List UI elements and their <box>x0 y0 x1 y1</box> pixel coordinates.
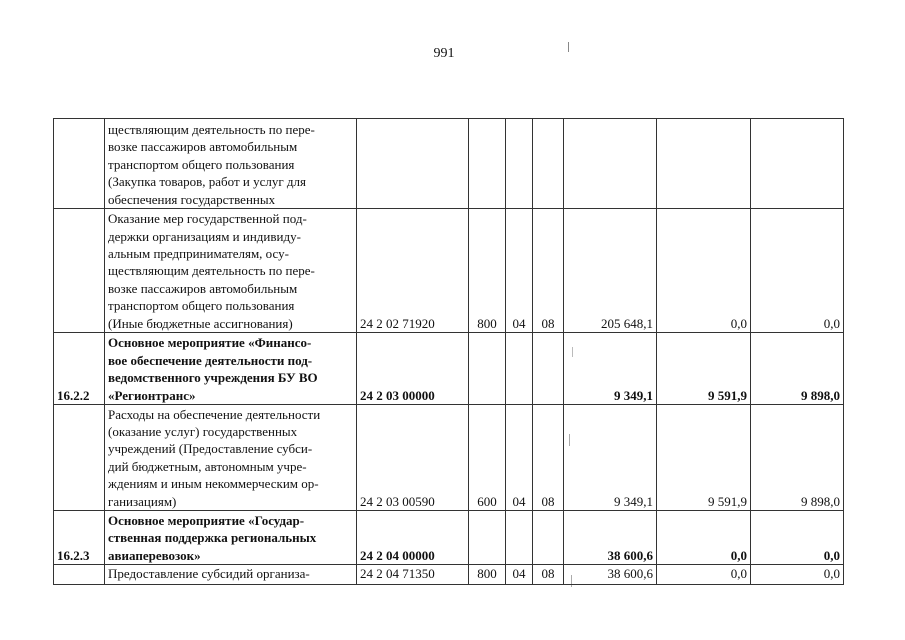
row-name-line: Основное мероприятие «Финансо- <box>108 335 312 351</box>
row-name-line: альным предпринимателям, осу- <box>108 245 289 261</box>
row-name-line: (Иные бюджетные ассигнования) <box>108 315 293 331</box>
amount-year-1: 9 349,1 <box>564 405 657 511</box>
row-name-line: «Регионтранс» <box>108 387 196 403</box>
expense-type <box>469 333 506 405</box>
amount-year-3: 9 898,0 <box>751 405 844 511</box>
section-code: 04 <box>506 405 533 511</box>
target-code: 24 2 04 00000 <box>357 511 469 565</box>
amount-year-2: 0,0 <box>657 511 751 565</box>
amount-year-1: 38 600,6 <box>564 511 657 565</box>
row-name-line: ществляющим деятельность по пере- <box>108 263 315 279</box>
amount-year-1: 205 648,1 <box>564 209 657 333</box>
target-code: 24 2 02 71920 <box>357 209 469 333</box>
row-name-line: (оказание услуг) государственных <box>108 423 298 439</box>
row-name <box>105 119 357 209</box>
row-name-line: учреждений (Предоставление субси- <box>108 441 313 457</box>
row-name-line: ждениям и иным некоммерческим ор- <box>108 476 319 492</box>
table-row <box>54 119 844 209</box>
row-name-line: возке пассажиров автомобильным <box>108 139 298 155</box>
row-name-line: Расходы на обеспечение деятельности <box>108 406 321 422</box>
row-number: 16.2.2 <box>54 333 105 405</box>
subsection-code <box>533 119 564 209</box>
expense-type <box>469 511 506 565</box>
table-row <box>54 333 844 405</box>
subsection-code: 08 <box>533 405 564 511</box>
row-name-line: ществляющим деятельность по пере- <box>108 121 315 137</box>
amount-year-2: 0,0 <box>657 565 751 585</box>
row-name <box>105 333 357 405</box>
row-name-line: Предоставление субсидий организа- <box>108 566 310 581</box>
row-name-line: ственная поддержка региональных <box>108 530 317 546</box>
row-name <box>105 565 357 585</box>
row-name-line: вое обеспечение деятельности под- <box>108 352 313 368</box>
table-row <box>54 565 844 585</box>
scan-mark <box>568 42 569 52</box>
row-name <box>105 405 357 511</box>
row-number <box>54 119 105 209</box>
amount-year-3: 0,0 <box>751 209 844 333</box>
target-code: 24 2 03 00590 <box>357 405 469 511</box>
table-row <box>54 511 844 565</box>
row-name-line: ганизациям) <box>108 493 177 509</box>
row-name-line: транспортом общего пользования <box>108 298 295 314</box>
amount-year-1 <box>564 119 657 209</box>
page-number: 991 <box>433 46 455 61</box>
amount-year-2: 9 591,9 <box>657 405 751 511</box>
section-code: 04 <box>506 565 533 585</box>
amount-year-2: 0,0 <box>657 209 751 333</box>
subsection-code: 08 <box>533 209 564 333</box>
subsection-code: 08 <box>533 565 564 585</box>
table-row <box>54 405 844 511</box>
target-code <box>357 119 469 209</box>
amount-year-3: 0,0 <box>751 511 844 565</box>
row-name-line: авиаперевозок» <box>108 547 201 563</box>
row-name-line: обеспечения государственных <box>108 191 276 207</box>
amount-year-3: 0,0 <box>751 565 844 585</box>
section-code <box>506 333 533 405</box>
section-code <box>506 119 533 209</box>
row-name-line: возке пассажиров автомобильным <box>108 280 298 296</box>
amount-year-2: 9 591,9 <box>657 333 751 405</box>
row-name-line: дий бюджетным, автономным учре- <box>108 458 307 474</box>
amount-year-3: 9 898,0 <box>751 333 844 405</box>
amount-year-1: 9 349,1 <box>564 333 657 405</box>
target-code: 24 2 03 00000 <box>357 333 469 405</box>
row-number: 16.2.3 <box>54 511 105 565</box>
budget-table <box>53 118 844 585</box>
row-name-line: ведомственного учреждения БУ ВО <box>108 370 318 386</box>
section-code <box>506 511 533 565</box>
amount-year-3 <box>751 119 844 209</box>
row-number <box>54 405 105 511</box>
expense-type: 600 <box>469 405 506 511</box>
subsection-code <box>533 333 564 405</box>
row-name <box>105 511 357 565</box>
table-row <box>54 209 844 333</box>
row-name-line: транспортом общего пользования <box>108 156 295 172</box>
target-code: 24 2 04 71350 <box>357 565 469 585</box>
row-name <box>105 209 357 333</box>
row-name-line: (Закупка товаров, работ и услуг для <box>108 174 306 190</box>
row-number <box>54 565 105 585</box>
expense-type <box>469 119 506 209</box>
expense-type: 800 <box>469 209 506 333</box>
amount-year-2 <box>657 119 751 209</box>
expense-type: 800 <box>469 565 506 585</box>
amount-year-1: 38 600,6 <box>564 565 657 585</box>
row-name-line: держки организациям и индивиду- <box>108 228 301 244</box>
row-name-line: Основное мероприятие «Государ- <box>108 512 305 528</box>
row-name-line: Оказание мер государственной под- <box>108 211 307 227</box>
section-code: 04 <box>506 209 533 333</box>
row-number <box>54 209 105 333</box>
subsection-code <box>533 511 564 565</box>
